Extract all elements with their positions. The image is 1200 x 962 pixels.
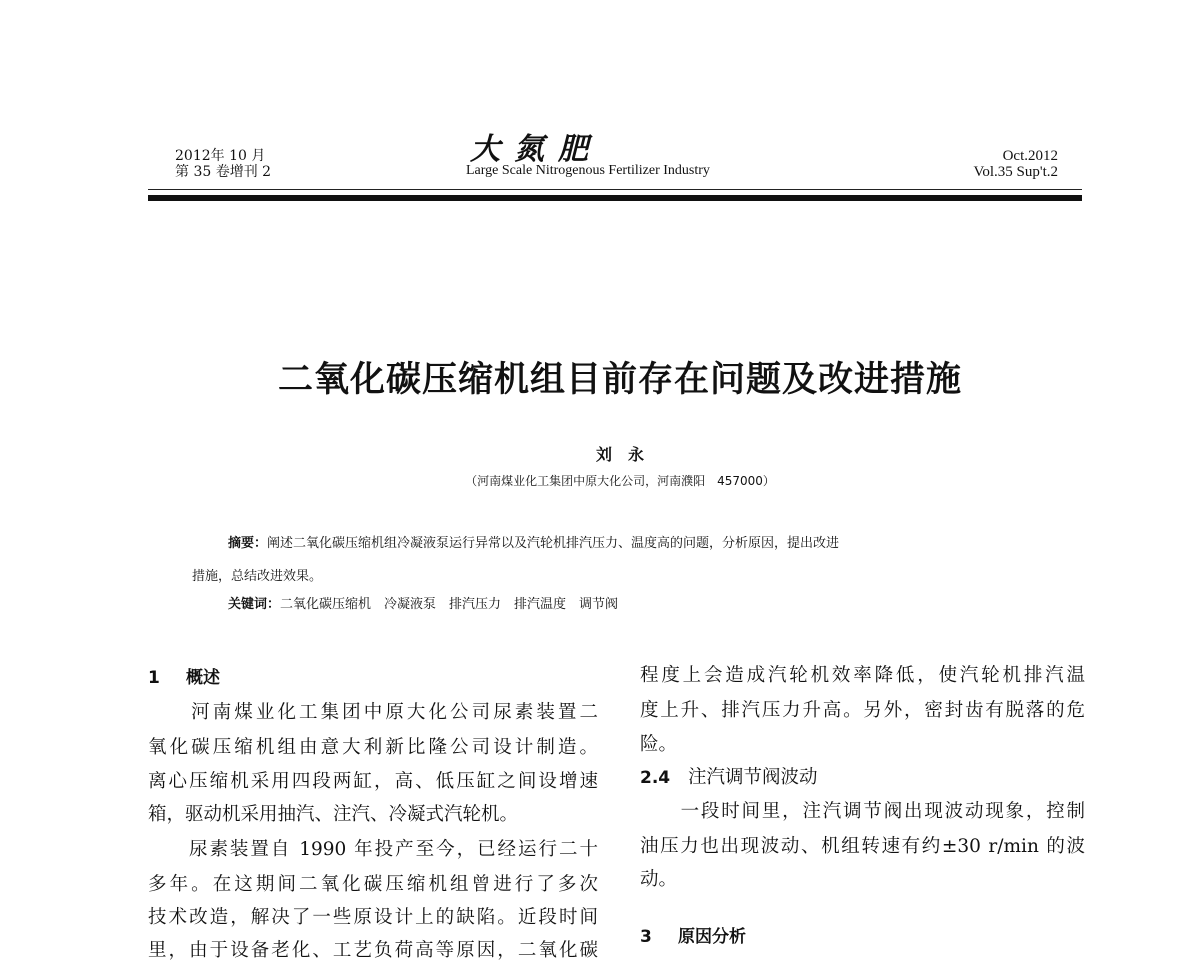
section-heading-3: 3 原因分析 [640,927,746,947]
body-line: 河南煤业化工集团中原大化公司尿素装置二 [148,702,598,723]
section-heading-1: 1 概述 [148,668,220,688]
abstract [228,532,839,551]
issue-date-english: Oct.2012 [1002,148,1058,164]
body-line: 氧化碳压缩机组由意大利新比隆公司设计制造。 [148,737,598,758]
abstract-text-line1: 阐述二氧化碳压缩机组冷凝液泵运行异常以及汽轮机排汽压力、温度高的问题，分析原因，提出改进 [267,536,840,551]
body-line: 离心压缩机采用四段两缸，高、低压缸之间设增速 [148,771,598,792]
body-line: 尿素装置自 1990 年投产至今，已经运行二十 [148,839,598,860]
body-line: 技术改造，解决了一些原设计上的缺陷。近段时间 [148,907,598,928]
journal-english-name: Large Scale Nitrogenous Fertilizer Industry [466,163,710,178]
body-line: 里，由于设备老化、工艺负荷高等原因，二氧化碳 [148,940,598,961]
issue-date: 2012年 10 月 [175,148,266,164]
subsection-heading-2-4: 2.4 注汽调节阀波动 [640,767,818,788]
keywords [228,593,618,612]
body-line: 度上升、排汽压力升高。另外，密封齿有脱落的危 [640,700,1085,721]
body-line: 多年。在这期间二氧化碳压缩机组曾进行了多次 [148,874,598,895]
article-author: 刘 永 [595,445,644,464]
abstract-text-line2: 措施，总结改进效果。 [192,569,323,584]
body-line: 险。 [640,734,678,755]
author-affiliation: （河南煤业化工集团中原大化公司，河南濮阳 457000） [465,474,775,488]
body-line: 油压力也出现波动、机组转速有约±30 r/min 的波 [640,836,1085,857]
issue-volume: 第 35 卷增刊 2 [175,164,272,180]
keywords-text: 二氧化碳压缩机 冷凝液泵 排汽压力 排汽温度 调节阀 [280,597,619,612]
journal-logo: 大氮肥 [470,132,602,167]
body-line: 程度上会造成汽轮机效率降低，使汽轮机排汽温 [640,665,1085,686]
article-title: 二氧化碳压缩机组目前存在问题及改进措施 [277,360,962,400]
body-line: 动。 [640,869,678,890]
header-rule-thick [148,195,1082,201]
keywords-label: 关键词： [228,597,281,612]
header-rule-thin [148,189,1082,190]
issue-volume-english: Vol.35 Sup't.2 [973,164,1058,180]
body-line: 一段时间里，注汽调节阀出现波动现象，控制 [640,801,1085,822]
abstract-label: 摘要： [228,536,268,551]
body-line: 箱，驱动机采用抽汽、注汽、冷凝式汽轮机。 [148,804,519,825]
